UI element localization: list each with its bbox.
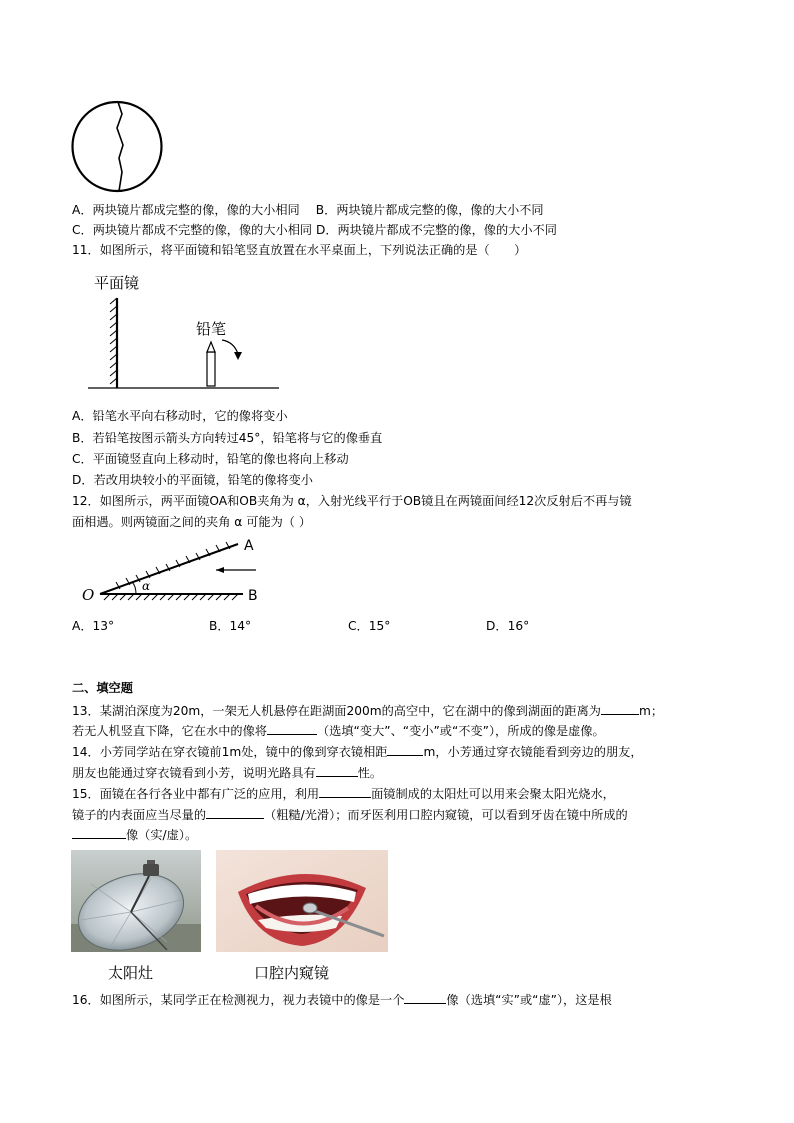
q16-line1: [72, 991, 612, 1008]
q15-blank2[interactable]: [206, 806, 264, 819]
q16-line1-text: 16．如图所示，某同学正在检测视力，视力表镜中的像是一个: [72, 993, 405, 1007]
q13-line1-text: 13．某湖泊深度为20m，一架无人机悬停在距湖面200m的高空中，它在湖中的像到湖面的距离为: [72, 704, 601, 718]
q12-option-d: D．16°: [486, 619, 530, 633]
label-a: A: [244, 538, 254, 554]
solar-cooker-photo: [71, 850, 201, 952]
q15-line2-tail: （粗糙/光滑）；而牙医利用口腔内窥镜，可以看到牙齿在镜中所成的: [264, 808, 628, 822]
dental-mirror-photo: [216, 850, 388, 952]
q15-line2-text: 镜子的内表面应当尽量的: [72, 808, 207, 822]
q15-line2: [72, 806, 628, 823]
q15-line1: [72, 785, 615, 802]
section-title: 二、填空题: [72, 681, 133, 695]
q11-option-c: C．平面镜竖直向上移动时，铅笔的像也将向上移动: [72, 452, 349, 466]
q11-option-d: D．若改用块较小的平面镜，铅笔的像将变小: [72, 473, 313, 487]
q11-option-a: A．铅笔水平向右移动时，它的像将变小: [72, 409, 288, 423]
q14-line2-tail: 性。: [357, 766, 383, 780]
q12-option-c: C．15°: [348, 619, 391, 633]
q15-line3: [72, 826, 197, 843]
two-mirrors-figure: [78, 534, 268, 604]
q14-line1-tail: m，小芳通过穿衣镜能看到旁边的朋友，: [423, 745, 643, 759]
q16-blank1[interactable]: [404, 991, 446, 1004]
q15-blank1[interactable]: [319, 785, 371, 798]
q14-line2-text: 朋友也能通过穿衣镜看到小芳，说明光路具有: [72, 766, 316, 780]
label-alpha: α: [142, 579, 151, 593]
q12-option-a: A．13°: [72, 619, 115, 633]
q13-blank1[interactable]: [601, 702, 639, 715]
q12-stem-line1: 12．如图所示，两平面镜OA和OB夹角为 α，入射光线平行于OB镜且在两镜面间经12次反射后不再与镜: [72, 494, 632, 508]
q15-line3-tail: 像（实/虚）。: [126, 828, 198, 842]
q12-option-b: B．14°: [209, 619, 252, 633]
mirror-label: 平面镜: [94, 274, 140, 292]
broken-mirror-figure: [70, 100, 166, 194]
q12-stem-line2: 面相遇。则两镜面之间的夹角 α 可能为（ ）: [72, 515, 312, 529]
q14-blank1[interactable]: [387, 743, 423, 756]
q10-options-cd: C．两块镜片都成不完整的像，像的大小相同 D．两块镜片都成不完整的像，像的大小不同: [72, 223, 557, 237]
q11-option-b: B．若铅笔按图示箭头方向转过45°，铅笔将与它的像垂直: [72, 431, 383, 445]
q13-line1: [72, 702, 663, 719]
q11-stem: 11．如图所示，将平面镜和铅笔竖直放置在水平桌面上，下列说法正确的是（ ）: [72, 243, 527, 257]
q14-blank2[interactable]: [316, 764, 358, 777]
q10-options-ab: A．两块镜片都成完整的像，像的大小相同 B．两块镜片都成完整的像，像的大小不同: [72, 203, 544, 217]
mirror-pencil-figure: [86, 268, 282, 392]
q14-line1: [72, 743, 643, 760]
q13-line2: [72, 722, 605, 739]
caption-dental-mirror: 口腔内窥镜: [254, 964, 330, 982]
caption-solar-cooker: 太阳灶: [108, 964, 154, 982]
q14-line1-text: 14．小芳同学站在穿衣镜前1m处，镜中的像到穿衣镜相距: [72, 745, 388, 759]
q14-line2: [72, 764, 382, 781]
q13-blank2[interactable]: [267, 722, 317, 735]
q15-blank3[interactable]: [72, 826, 126, 839]
q13-line1-unit: m；: [638, 704, 664, 718]
q16-line1-tail: 像（选填“实”或“虚”），这是根: [446, 993, 612, 1007]
q13-line2-tail: （选填“变大”、“变小”或“不变”），所成的像是虚像。: [317, 724, 605, 738]
label-o: O: [82, 586, 95, 604]
q15-line1-text: 15．面镜在各行各业中都有广泛的应用，利用: [72, 787, 320, 801]
q13-line2-text: 若无人机竖直下降，它在水中的像将: [72, 724, 267, 738]
q15-line1-tail: 面镜制成的太阳灶可以用来会聚太阳光烧水，: [371, 787, 615, 801]
label-b: B: [248, 588, 258, 604]
pencil-label: 铅笔: [196, 320, 227, 338]
